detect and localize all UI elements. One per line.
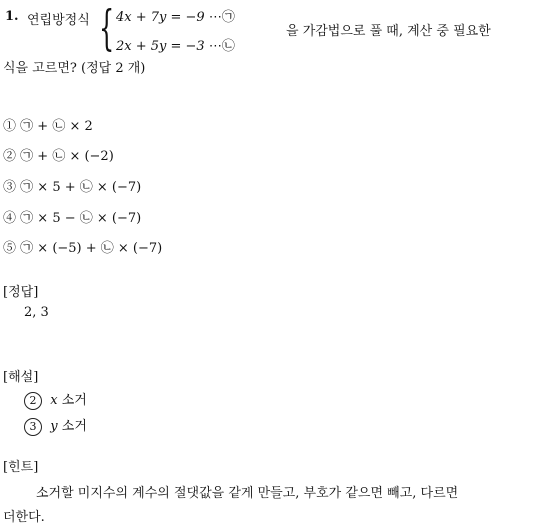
explanation-item-2-var: y [50, 419, 58, 434]
explanation-item-2-num: 3 [24, 418, 42, 436]
question-lead: 연립방정식 [27, 13, 90, 28]
explanation-item-1-num: 2 [24, 392, 42, 410]
choice-4-expr: ㉠ × 5 − ㉡ × (−7) [20, 211, 142, 226]
hint-line-1: 소거할 미지수의 계수의 절댓값을 같게 만들고, 부호가 같으면 빼고, 다르면 [36, 486, 459, 501]
system-brace: { [99, 0, 115, 56]
choice-4-num: ④ [3, 211, 17, 226]
hint-label: [힌트] [3, 460, 39, 475]
choice-4[interactable] [3, 207, 141, 226]
explanation-item-1-text: 소거 [61, 393, 87, 408]
choice-3-num: ③ [3, 180, 17, 195]
choice-2-num: ② [3, 149, 17, 164]
question-number: 1. [5, 9, 19, 24]
hint-line-2: 더한다. [3, 510, 45, 525]
question-line2: 식을 고르면? (정답 2 개) [3, 61, 146, 76]
question-tail: 을 가감법으로 풀 때, 계산 중 필요한 [286, 24, 491, 39]
choice-1[interactable] [3, 115, 93, 134]
equation-1 [116, 6, 235, 25]
explanation-item-1 [24, 389, 87, 410]
choice-1-num: ① [3, 119, 17, 134]
choice-5-expr: ㉠ × (−5) + ㉡ × (−7) [20, 241, 163, 256]
choice-3[interactable] [3, 176, 141, 195]
choice-2[interactable] [3, 145, 114, 164]
equation-2-text: 2x + 5y = −3 [116, 39, 205, 54]
choice-5-num: ⑤ [3, 241, 17, 256]
explanation-label: [해설] [3, 370, 39, 385]
choice-5[interactable] [3, 237, 162, 256]
equation-2 [116, 35, 235, 54]
equation-1-mark: ⋯㉠ [208, 10, 235, 25]
choice-2-expr: ㉠ + ㉡ × (−2) [20, 149, 114, 164]
explanation-item-2-text: 소거 [61, 419, 87, 434]
explanation-item-2 [24, 415, 87, 436]
equation-2-mark: ⋯㉡ [208, 39, 235, 54]
equation-1-text: 4x + 7y = −9 [116, 10, 205, 25]
choice-3-expr: ㉠ × 5 + ㉡ × (−7) [20, 180, 142, 195]
explanation-item-1-var: x [50, 393, 58, 408]
answer-value: 2, 3 [24, 305, 49, 320]
answer-label: [정답] [3, 285, 39, 300]
choice-1-expr: ㉠ + ㉡ × 2 [20, 119, 93, 134]
